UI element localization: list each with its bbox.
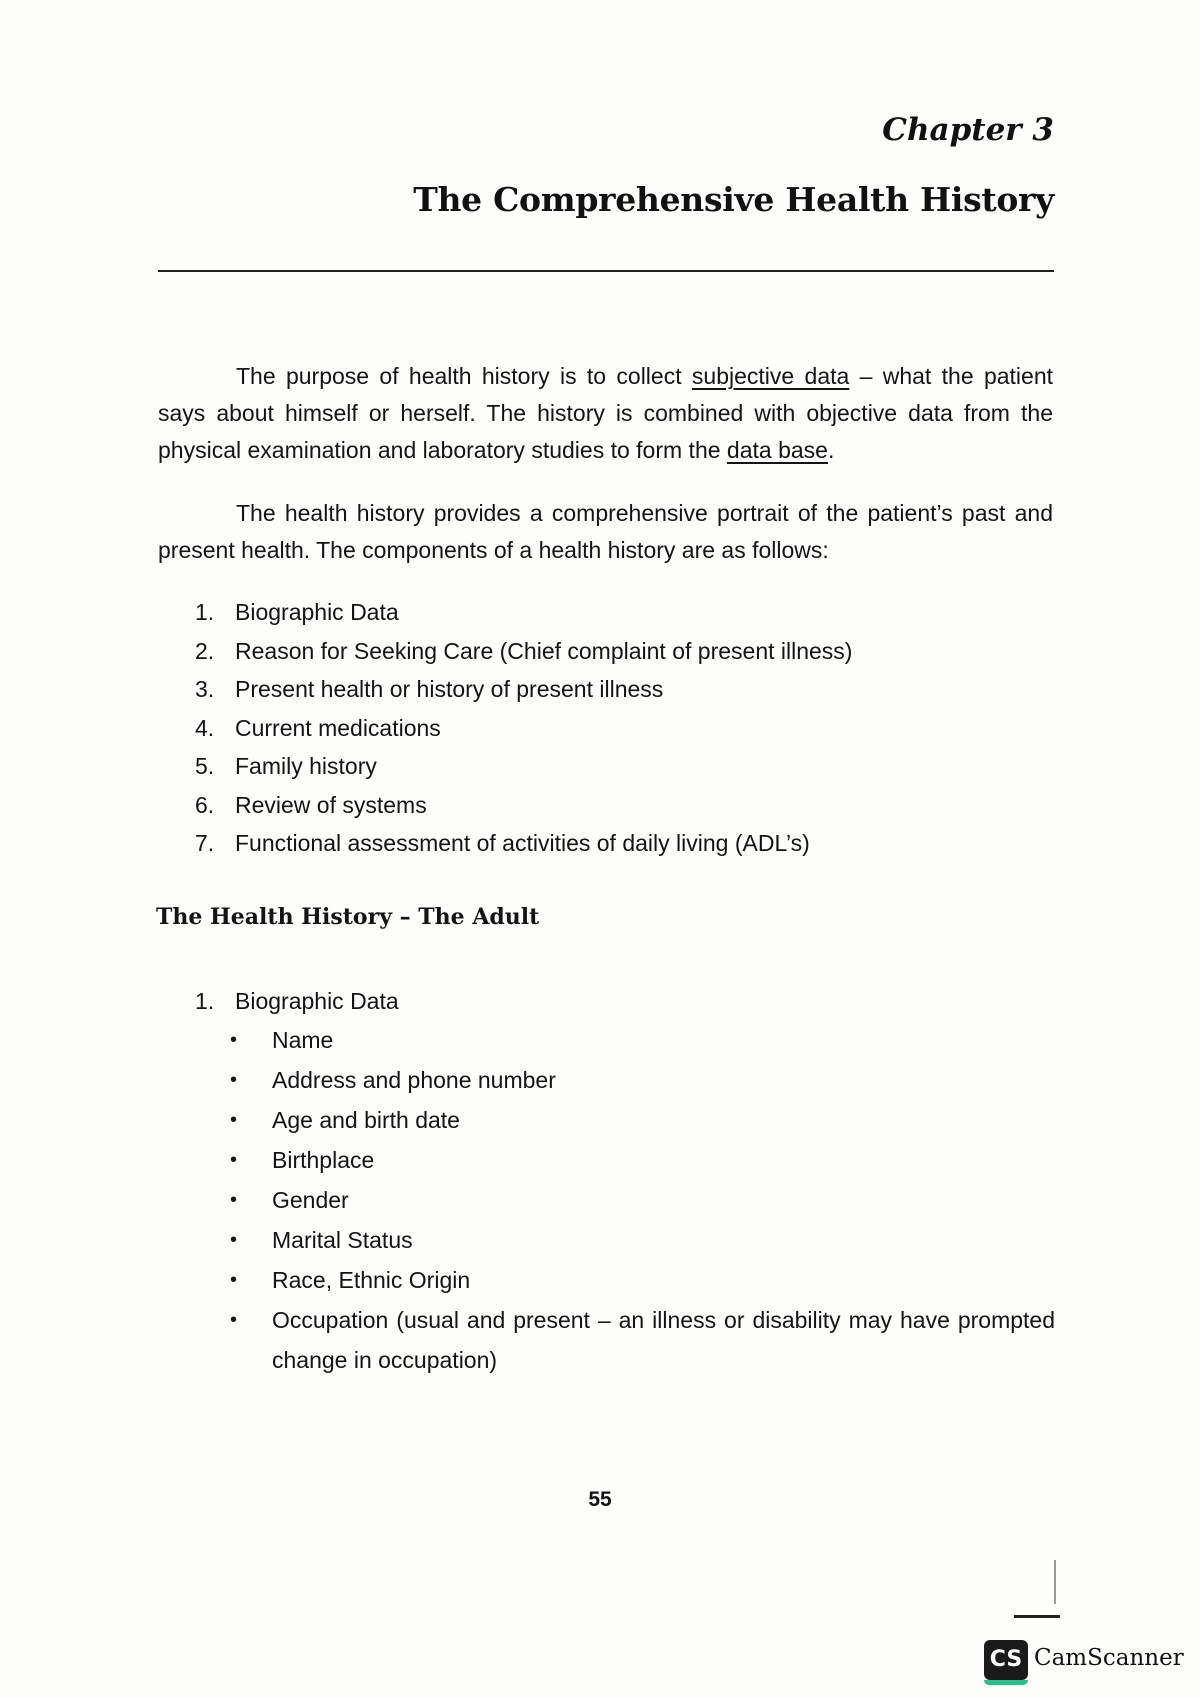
list-text: Marital Status: [272, 1227, 413, 1253]
list-text: Birthplace: [272, 1147, 375, 1173]
data-base-term: data base: [726, 437, 828, 463]
section-heading: The Health History – The Adult: [156, 904, 540, 930]
list-number: 1.: [195, 988, 215, 1014]
list-text: Gender: [272, 1187, 349, 1213]
list-item: [230, 1140, 1055, 1180]
list-item: [195, 593, 852, 632]
intro-text: – what the patient says about himself or herself. The history is combined with objective data from the physical examination and laboratory studies to form the: [158, 363, 1053, 463]
title-divider: [158, 270, 1054, 272]
page-number: 55: [588, 1488, 612, 1511]
list-item: [195, 709, 852, 748]
list-item: [195, 786, 852, 825]
list-text: Functional assessment of activities of daily living (ADL’s): [235, 830, 810, 856]
bullet-icon: •: [230, 1309, 238, 1331]
list-text: Occupation (usual and present – an illness or disability may have prompted change in occupation): [272, 1307, 1055, 1373]
list-number: 7.: [195, 830, 215, 856]
list-text: Family history: [235, 753, 377, 779]
intro-paragraph-2: [158, 495, 1053, 569]
bullet-icon: •: [230, 1189, 238, 1211]
list-number: 1.: [195, 599, 215, 625]
list-number: 2.: [195, 637, 215, 664]
list-item: [230, 1220, 1055, 1260]
camscanner-logo-icon: CS: [984, 1640, 1028, 1680]
list-text: Age and birth date: [272, 1107, 460, 1133]
list-text: Biographic Data: [235, 988, 399, 1014]
list-item: [230, 1260, 1055, 1300]
chapter-title: The Comprehensive Health History: [413, 180, 1054, 219]
subjective-data-term: subjective data: [691, 363, 850, 389]
bullet-icon: •: [230, 1109, 238, 1131]
list-text: Race, Ethnic Origin: [272, 1267, 471, 1293]
list-text: Reason for Seeking Care (Chief complaint of present illness): [235, 637, 853, 664]
list-item: [195, 747, 852, 786]
list-text: Current medications: [235, 714, 441, 741]
chapter-label: Chapter 3: [882, 112, 1054, 148]
bullet-icon: •: [230, 1149, 238, 1171]
bullet-icon: •: [230, 1029, 238, 1051]
list-number: 4.: [195, 714, 215, 741]
camscanner-watermark: CamScanner: [1034, 1645, 1184, 1671]
scan-edge-mark: [1054, 1560, 1056, 1604]
list-number: 5.: [195, 753, 215, 779]
list-item: [230, 1020, 1055, 1060]
list-text: Present health or history of present illness: [235, 676, 664, 702]
list-text: Address and phone number: [272, 1067, 556, 1093]
list-item: [230, 1100, 1055, 1140]
bullet-icon: •: [230, 1269, 238, 1291]
list-text: Biographic Data: [235, 599, 399, 625]
list-item: [230, 1060, 1055, 1100]
scan-corner-mark: [1014, 1615, 1060, 1618]
list-item: [195, 670, 852, 709]
bullet-icon: •: [230, 1069, 238, 1091]
bullet-icon: •: [230, 1229, 238, 1251]
list-number: 6.: [195, 791, 215, 818]
biographic-data-heading: [195, 983, 399, 1019]
intro-paragraph-1: [158, 358, 1053, 469]
intro-text: The health history provides a comprehensive portrait of the patient’s past and present health. The components of a health history are as follows:: [158, 500, 1053, 563]
list-number: 3.: [195, 676, 215, 702]
list-item: [195, 824, 852, 863]
intro-text: .: [827, 437, 835, 463]
biographic-data-list: [230, 1020, 1055, 1380]
components-list: [195, 593, 852, 863]
list-text: Review of systems: [235, 791, 427, 818]
list-item: [230, 1180, 1055, 1220]
list-text: Name: [272, 1027, 334, 1053]
list-item: [230, 1300, 1055, 1380]
list-item: [195, 632, 852, 671]
intro-text: The purpose of health history is to collect: [236, 363, 692, 389]
